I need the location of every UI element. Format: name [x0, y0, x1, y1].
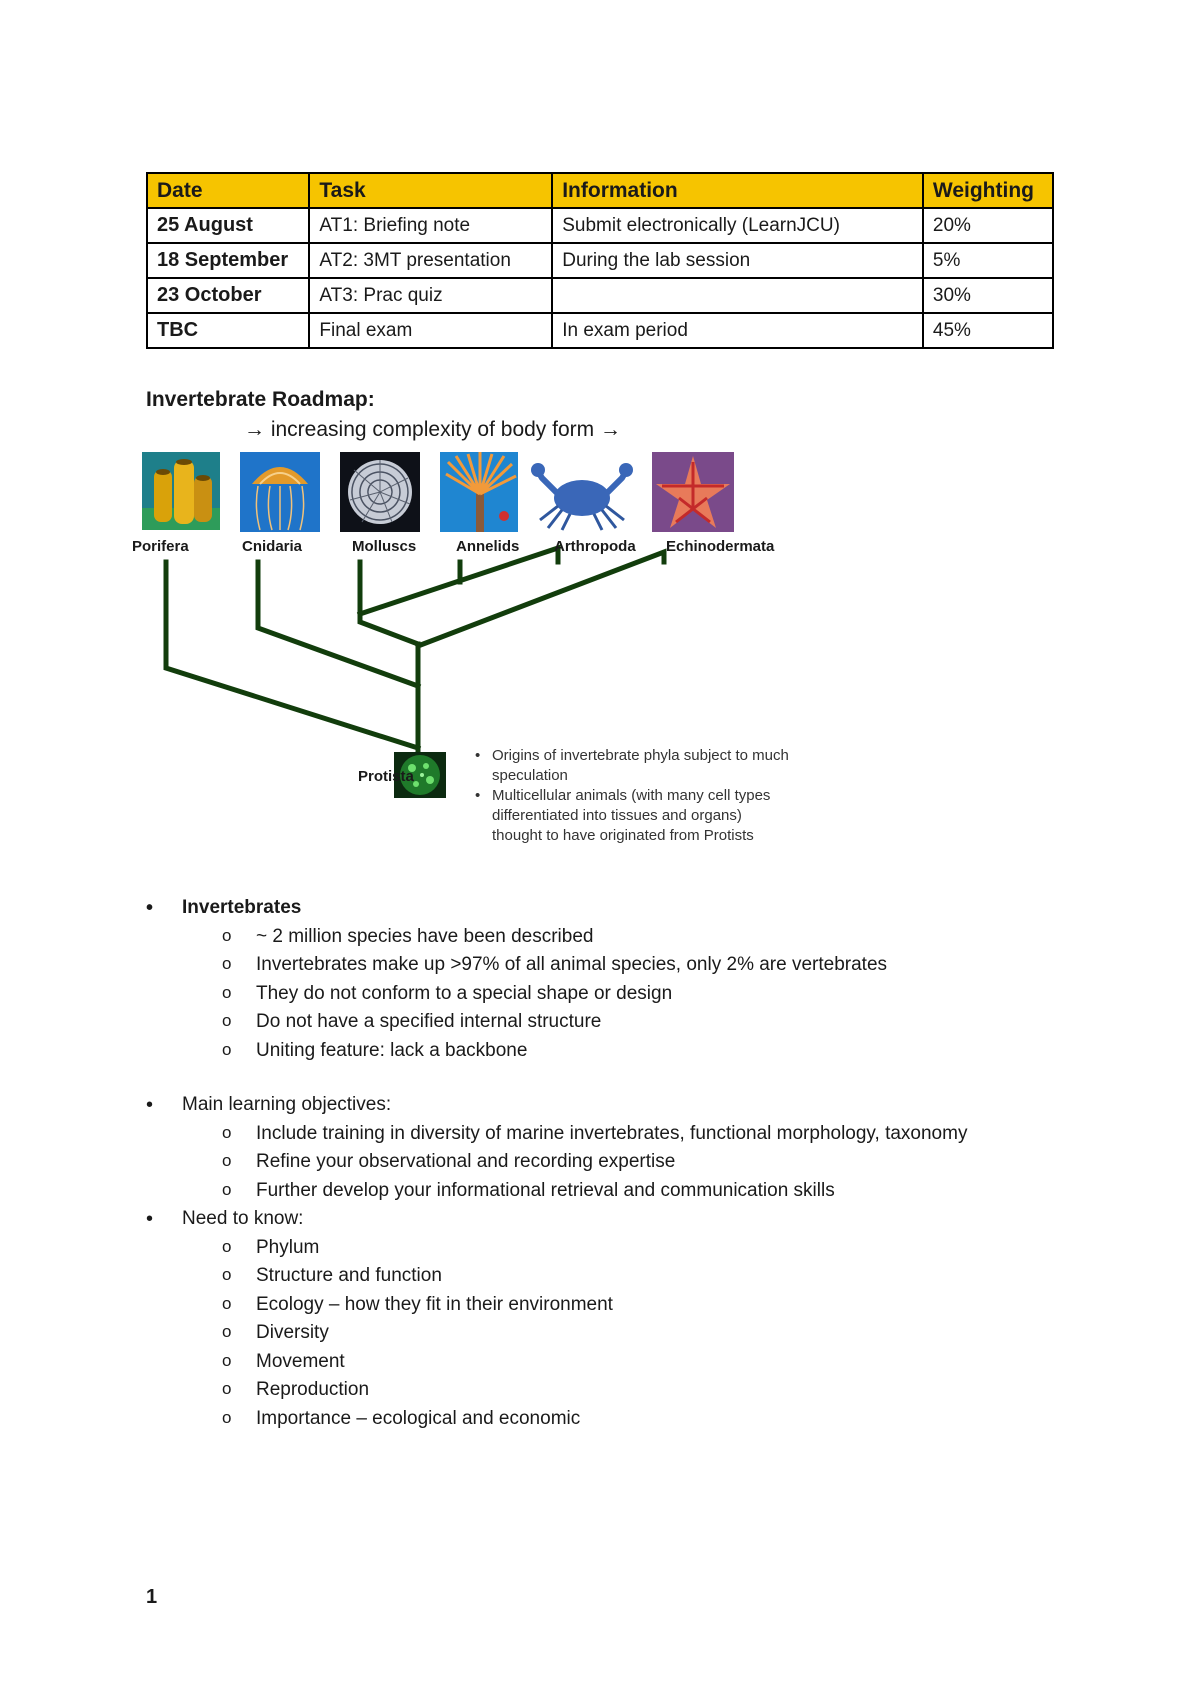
table-row — [147, 313, 1053, 348]
sub-bullet: o Further develop your informational retrieval and communication skills — [146, 1177, 1146, 1206]
cell-information: In exam period — [552, 313, 923, 348]
tree-branches — [166, 548, 664, 758]
arthropoda-image — [531, 452, 633, 532]
assessment-table — [146, 172, 1054, 349]
cell-date: 18 September — [147, 243, 309, 278]
sub-bullet: o Invertebrates make up >97% of all animal species, only 2% are vertebrates — [146, 951, 1146, 980]
porifera-image — [142, 452, 220, 530]
bullet-invertebrates: • Invertebrates — [146, 894, 1146, 923]
header-date: Date — [147, 173, 309, 208]
phylum-label-molluscs: Molluscs — [352, 538, 417, 555]
sub-bullet: o Movement — [146, 1348, 1146, 1377]
bullet-list — [146, 894, 1146, 1433]
cell-date: TBC — [147, 313, 309, 348]
phylum-label-arthropoda: Arthropoda — [554, 538, 636, 555]
phylum-label-cnidaria: Cnidaria — [242, 538, 303, 555]
table-row — [147, 278, 1053, 313]
sub-bullet: o Reproduction — [146, 1376, 1146, 1405]
cell-weighting: 30% — [923, 278, 1053, 313]
cell-date: 25 August — [147, 208, 309, 243]
cell-weighting: 45% — [923, 313, 1053, 348]
cell-task: AT2: 3MT presentation — [309, 243, 552, 278]
cnidaria-image — [240, 452, 320, 532]
cell-information: Submit electronically (LearnJCU) — [552, 208, 923, 243]
table-header-row — [147, 173, 1053, 208]
cell-task: AT1: Briefing note — [309, 208, 552, 243]
phylum-label-echinodermata: Echinodermata — [666, 538, 775, 555]
annelids-image — [440, 452, 518, 532]
roadmap-note: • Multicellular animals (with many cell types differentiated into tissues and organs) thought to have originated from Protists — [470, 786, 790, 846]
phylum-label-porifera: Porifera — [132, 538, 189, 555]
sub-bullet: o ~ 2 million species have been described — [146, 923, 1146, 952]
cell-date: 23 October — [147, 278, 309, 313]
invertebrate-roadmap — [130, 448, 830, 868]
cell-weighting: 20% — [923, 208, 1053, 243]
bullet-need-to-know: • Need to know: — [146, 1205, 1146, 1234]
molluscs-image — [340, 452, 420, 532]
sub-bullet: o Uniting feature: lack a backbone — [146, 1037, 1146, 1066]
header-task: Task — [309, 173, 552, 208]
roadmap-title: Invertebrate Roadmap: — [146, 388, 375, 411]
cell-task: AT3: Prac quiz — [309, 278, 552, 313]
sub-bullet: o Do not have a specified internal structure — [146, 1008, 1146, 1037]
bullet-learning-objectives: • Main learning objectives: — [146, 1091, 1146, 1120]
sub-bullet: o Importance – ecological and economic — [146, 1405, 1146, 1434]
sub-bullet: o Diversity — [146, 1319, 1146, 1348]
table-row — [147, 243, 1053, 278]
cell-information — [552, 278, 923, 313]
roadmap-notes — [470, 746, 790, 846]
sub-bullet: o Ecology – how they fit in their environment — [146, 1291, 1146, 1320]
header-weighting: Weighting — [923, 173, 1053, 208]
header-information: Information — [552, 173, 923, 208]
table-row — [147, 208, 1053, 243]
roadmap-subtitle: → increasing complexity of body form → — [244, 418, 621, 441]
sub-bullet: o Phylum — [146, 1234, 1146, 1263]
sub-bullet: o Include training in diversity of marine invertebrates, functional morphology, taxonomy — [146, 1120, 1146, 1149]
phylum-label-annelids: Annelids — [456, 538, 520, 555]
sub-bullet: o Refine your observational and recording expertise — [146, 1148, 1146, 1177]
page-number: 1 — [146, 1586, 158, 1608]
roadmap-note: • Origins of invertebrate phyla subject to much speculation — [470, 746, 790, 786]
cell-information: During the lab session — [552, 243, 923, 278]
echinodermata-image — [652, 452, 734, 532]
cell-weighting: 5% — [923, 243, 1053, 278]
root-label-protista: Protista — [358, 768, 414, 785]
cell-task: Final exam — [309, 313, 552, 348]
sub-bullet: o They do not conform to a special shape or design — [146, 980, 1146, 1009]
sub-bullet: o Structure and function — [146, 1262, 1146, 1291]
